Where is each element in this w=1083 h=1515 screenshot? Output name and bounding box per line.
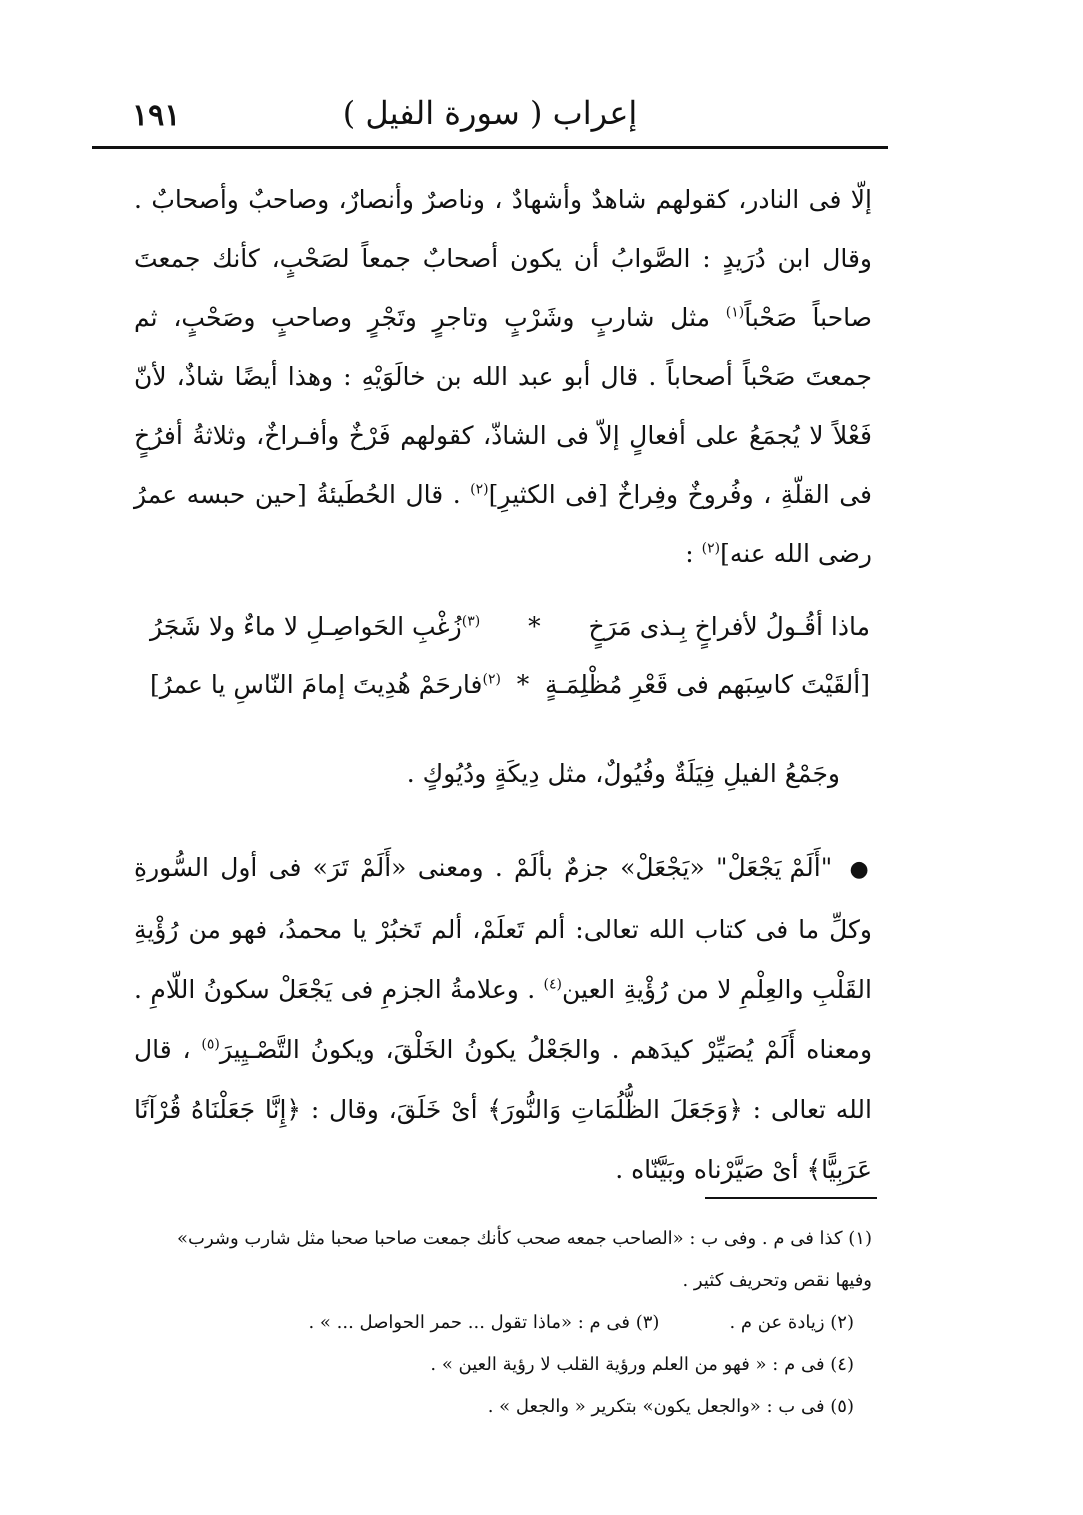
hemistich-text: فارحَمْ هُدِيتَ إمامَ النّاسِ يا عمرُ] xyxy=(150,670,483,699)
bullet-icon: ● xyxy=(849,857,872,882)
verse-line xyxy=(150,598,870,656)
footnote-1: (١) كذا فى م . وفى ب : «الصاحب جمعه صحب كأنك جمعت صاحبا صحبا مثل شارب وشرب» xyxy=(177,1228,872,1249)
commentary-section xyxy=(134,838,872,1200)
footnote-divider xyxy=(705,1197,877,1199)
footnote-5: (٥) فى ب : «والجعل يكون» بتكرير « والجعل » . xyxy=(487,1396,854,1417)
footnotes xyxy=(134,1218,872,1428)
paragraph-text: مثل شاربٍ وشَرْبٍ وتاجرٍ وتَجْرٍ وصاحبٍ وصَحْبٍ، ثم جمعتَ صَحْباً أصحاباً . قال أبو عبد الله بن خالَوَيْهِ : وهذا أيضًا شاذٌ، لأنّ فَعْلاً لا يُجمَعُ على أفعالٍ إلاّ فى الشاذّ، كقولهم فَرْخٌ وأفـراخٌ، وثلاثةُ أفرُخٍ فى القلّةِ ، وفُروخٌ وفِراخٌ [فى الكثيرِ] xyxy=(134,303,872,509)
hemistich-second xyxy=(150,656,501,714)
running-title: إعراب ( سورة الفيل ) xyxy=(342,94,638,132)
page-number: ١٩١ xyxy=(132,98,181,133)
footnote-1-continued: وفيها نقص وتحريف كثير . xyxy=(682,1270,872,1291)
poetry-verse xyxy=(150,598,870,714)
footnote-marker: (٥) xyxy=(201,1036,220,1053)
verse-line xyxy=(150,656,870,714)
hemistich-first: [ألقَيْتَ كاسِبَهم فى قَعْرِ مُظْلِمَـةٍ xyxy=(545,670,870,699)
footnote-marker: (٢) xyxy=(701,540,721,557)
footnote-3: (٣) فى م : «ماذا تقول ... حمر الحواصل ... » . xyxy=(308,1312,660,1333)
verse-separator: * xyxy=(528,612,541,641)
footnote-marker: (٢) xyxy=(470,481,489,498)
verse-separator: * xyxy=(516,670,530,699)
footnote-4: (٤) فى م : « فهو من العلم ورؤية القلب لا رؤية العين » . xyxy=(430,1354,854,1375)
section-text: "أَلَمْ يَجْعَلْ" «يَجْعَلْ» جزمٌ بألَمْ . ومعنى «أَلَمْ تَرَ» فى أول السُّورةِ وكلِّ ما فى كتاب الله تعالى: ألم تَعلَمْ، ألم تَخبُرْ يا محمدُ، فهو من رُؤْيةِ القَلْبِ والعِلْمِ لا من رُؤْيةِ العين xyxy=(134,853,872,1004)
hemistich-first: ماذا أقُـولُ لأفراخٍ بِـذى مَرَخٍ xyxy=(588,612,870,641)
page-header xyxy=(92,88,888,149)
paragraph-text: إلّا فى النادر، كقولهم شاهدٌ وأشهادٌ ، وناصرٌ وأنصارٌ، وصاحبٌ وأصحابٌ . وقال ابن دُرَيدٍ : الصَّوابُ أن يكون أصحابٌ جمعاً لصَحْبٍ، كأنك جمعتَ صاحباً صَحْباً xyxy=(134,185,872,332)
footnote-marker: (١) xyxy=(725,304,745,321)
footnote-marker: (٤) xyxy=(543,976,563,993)
footnote-2: (٢) زيادة عن م . xyxy=(729,1312,854,1333)
section-text: ، قال الله تعالى : ﴿وَجَعَلَ الظُّلُمَاتِ وَالنُّورَ﴾ أىْ خَلَقَ، وقال : ﴿إِنَّا جَعَلْنَاهُ قُرْآنًا عَرَبِيًّا﴾ أىْ صَيَّرْناه وبَيَّنّاه . xyxy=(134,1035,872,1184)
footnote-row xyxy=(134,1302,872,1344)
verse-followup: وجَمْعُ الفيلِ فِيَلَةٌ وفُيُولٌ، مثل دِيكَةٍ ودُيُوكٍ . xyxy=(406,759,840,788)
paragraph-text: . قال الحُطَيئةُ [حين حبسه عمرُ رضى الله عنه] xyxy=(134,480,872,568)
hemistich-text: زُغْبِ الحَواصِـلِ لا ماءٌ ولا شَجَرُ xyxy=(150,612,462,641)
hemistich-second xyxy=(150,598,480,656)
section-text: . وعلامةُ الجزمِ فى يَجْعَلْ سكونُ اللّامِ . ومعناه أَلَمْ يُصَيِّرْ كيدَهم . والجَعْلُ يكونُ الخَلْقَ، ويكونُ التَّصْـيِيرَ xyxy=(134,975,873,1064)
footnote-marker: (٢) xyxy=(482,671,501,688)
footnote-marker: (٣) xyxy=(461,613,481,630)
paragraph-text: : xyxy=(685,539,694,568)
main-paragraph xyxy=(134,170,872,583)
